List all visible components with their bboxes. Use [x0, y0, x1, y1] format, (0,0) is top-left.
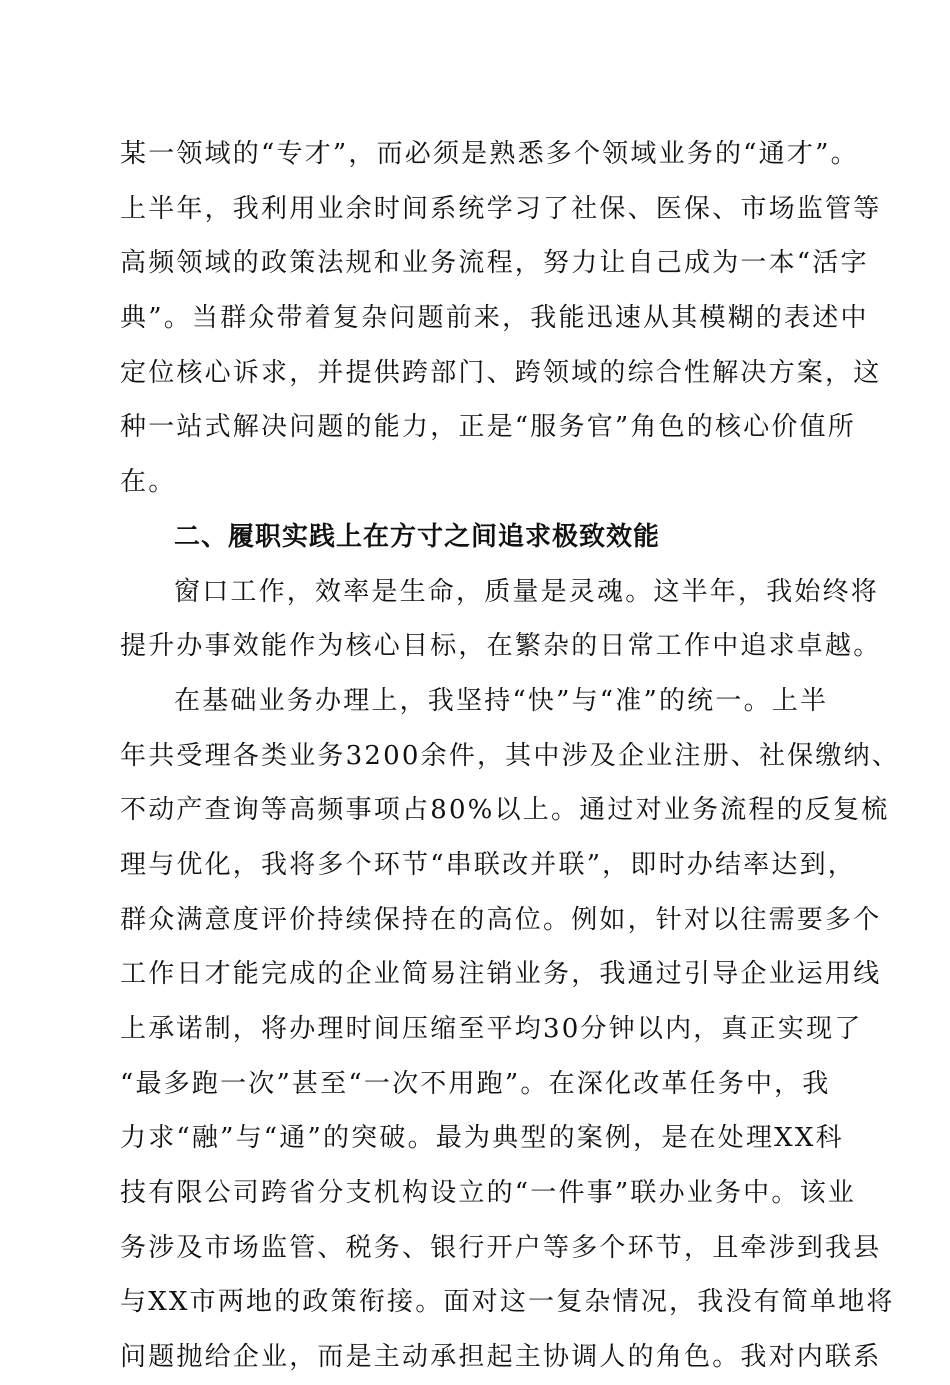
text-line: 年共受理各类业务3200余件，其中涉及企业注册、社保缴纳、 [120, 740, 900, 771]
text-line: 定位核心诉求，并提供跨部门、跨领域的综合性解决方案，这 [120, 357, 882, 388]
text-line: 某一领域的“专才”，而必须是熟悉多个领域业务的“通才”。 [120, 139, 859, 169]
section-heading: 二、履职实践上在方寸之间追求极致效能 [174, 521, 661, 552]
text-line: 上承诺制，将办理时间压缩至平均30分钟以内，真正实现了 [120, 1014, 863, 1044]
document-body [120, 127, 900, 1385]
text-line: 种一站式解决问题的能力，正是“服务官”角色的核心价值所 [120, 412, 856, 443]
text-line: 技有限公司跨省分支机构设立的“一件事”联办业务中。该业 [120, 1178, 856, 1209]
text-line: 与XX市两地的政策衔接。面对这一复杂情况，我没有简单地将 [120, 1287, 895, 1318]
text-line: 理与优化，我将多个环节“串联改并联”，即时办结率达到， [120, 849, 856, 880]
text-line: 在。 [120, 467, 177, 498]
text-line: 典”。当群众带着复杂问题前来，我能迅速从其模糊的表述中 [120, 303, 869, 334]
text-line: 力求“融”与“通”的突破。最为典型的案例，是在处理XX科 [120, 1123, 844, 1154]
paragraph-first-line: 在基础业务办理上，我坚持“快”与“准”的统一。上半 [174, 685, 829, 716]
text-line: 上半年，我利用业余时间系统学习了社保、医保、市场监管等 [120, 193, 882, 224]
paragraph-first-line: 窗口工作，效率是生命，质量是灵魂。这半年，我始终将 [174, 576, 880, 607]
text-line: 高频领域的政策法规和业务流程，努力让自己成为一本“活字 [120, 248, 869, 279]
text-line: 问题抛给企业，而是主动承担起主协调人的角色。我对内联系 [120, 1342, 882, 1373]
text-line: 务涉及市场监管、税务、银行开户等多个环节，且牵涉到我县 [120, 1232, 882, 1263]
text-line: 不动产查询等高频事项占80%以上。通过对业务流程的反复梳 [120, 795, 890, 826]
text-line: 工作日才能完成的企业简易注销业务，我通过引导企业运用线 [120, 959, 882, 990]
text-line: “最多跑一次”甚至“一次不用跑”。在深化改革任务中，我 [120, 1068, 831, 1099]
text-line: 提升办事效能作为核心目标，在繁杂的日常工作中追求卓越。 [120, 631, 882, 662]
text-line: 群众满意度评价持续保持在的高位。例如，针对以往需要多个 [120, 904, 882, 935]
